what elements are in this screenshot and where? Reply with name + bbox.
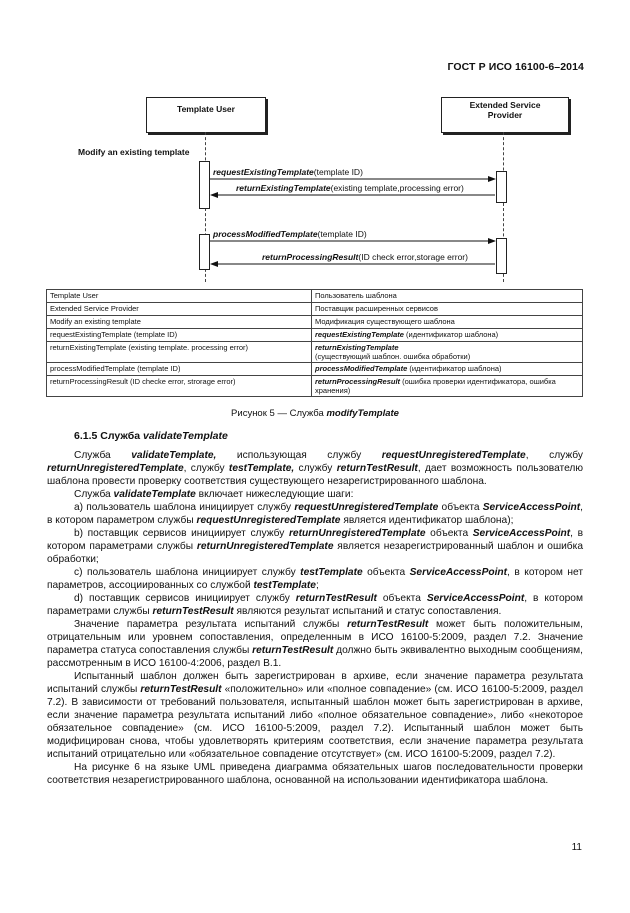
text-run: включает нижеследующие шаги: bbox=[195, 489, 354, 500]
msg4-name: returnProcessingResult bbox=[262, 252, 359, 262]
text-run: является незарегистрированный шаблон и ошибка обработки; bbox=[47, 541, 583, 565]
caption-prefix: Рисунок 5 — Служба bbox=[231, 408, 327, 419]
legend-ru-service: requestExistingTemplate bbox=[315, 330, 404, 339]
text-run: а) пользователь шаблона инициирует службу bbox=[74, 502, 295, 513]
text-run: , службу bbox=[525, 450, 583, 461]
service-name: requestUnregisteredTemplate bbox=[294, 502, 439, 513]
msg3-args: (template ID) bbox=[317, 229, 367, 239]
text-run: , в котором нет параметров, ассоциированных со службой bbox=[47, 567, 583, 591]
legend-row bbox=[47, 303, 583, 316]
service-name: ServiceAccessPoint bbox=[426, 593, 525, 604]
service-name: requestUnregisteredTemplate bbox=[381, 450, 526, 461]
msg-return-existing bbox=[236, 183, 464, 193]
text-run: , службу bbox=[183, 463, 229, 474]
caption-service: modifyTemplate bbox=[326, 408, 399, 419]
text-run: ; bbox=[315, 580, 319, 591]
service-name: testTemplate bbox=[300, 567, 363, 578]
service-name: returnTestResult bbox=[252, 645, 334, 656]
legend-ru-text: (идентификатор шаблона) bbox=[403, 330, 499, 339]
text-run: , дает возможность пользователю шаблона провести проверку соответствия существующего незарегистрированного шаблона. bbox=[47, 463, 584, 487]
actor-template-user-label: Template User bbox=[177, 104, 235, 114]
legend-ru-text: (ошибка проверки идентификатора, ошибка хранения) bbox=[315, 377, 556, 395]
service-name: validateTemplate, bbox=[131, 450, 217, 461]
text-run: «положительно» или «полное совпадение» (см. ИСО 16100-5:2009, раздел 7.2). В зависимости от требований пользователя, испытанный шаблон может быть зарегистрирован в архиве, если значение параметра результата испытаний либо «полное обязательное совпадение», либо «некоторое обязательное совпадение» (см. ИСО 16100-5:2009, раздел 7.2). Испытанный шаблон может быть модифицирован снова, чтобы удовлетворять критериям соответствия, если значение параметра результата испытаний отрицательно или «обязательное совпадение отсутствует» (см. ИСО 16100-5:2009, раздел 7.2). bbox=[47, 684, 584, 760]
msg3-name: processModifiedTemplate bbox=[213, 229, 318, 239]
text-run: объекта bbox=[376, 593, 427, 604]
paragraph bbox=[47, 566, 583, 592]
paragraph bbox=[47, 670, 583, 761]
text-run: , в котором параметрами службы bbox=[47, 528, 583, 552]
legend-ru-text: Пользователь шаблона bbox=[315, 291, 397, 300]
text-run: являются результат испытаний и статус сопоставления. bbox=[233, 606, 502, 617]
document-header: ГОСТ Р ИСО 16100-6–2014 bbox=[447, 61, 584, 73]
legend-row bbox=[47, 316, 583, 329]
text-run: объекта bbox=[438, 502, 483, 513]
legend-ru-text: (существующий шаблон. ошибка обработки) bbox=[315, 352, 471, 361]
legend-ru-text: Модификация существующего шаблона bbox=[315, 317, 455, 326]
section-service-name: validateTemplate bbox=[143, 430, 228, 442]
text-run: b) поставщик сервисов инициирует службу bbox=[74, 528, 289, 539]
legend-en: returnExistingTemplate (existing template. processing error) bbox=[47, 342, 312, 363]
legend-en: requestExistingTemplate (template ID) bbox=[47, 329, 312, 342]
service-name: returnUnregisteredTemplate bbox=[196, 541, 334, 552]
service-name: ServiceAccessPoint bbox=[409, 567, 508, 578]
service-name: ServiceAccessPoint bbox=[472, 528, 571, 539]
text-run: с) пользователь шаблона инициирует службу bbox=[74, 567, 301, 578]
paragraph bbox=[47, 618, 583, 670]
service-name: returnTestResult bbox=[152, 606, 234, 617]
service-name: validateTemplate bbox=[113, 489, 196, 500]
msg1-name: requestExistingTemplate bbox=[213, 167, 314, 177]
service-name: returnTestResult bbox=[347, 619, 429, 630]
page-number: 11 bbox=[571, 842, 582, 853]
service-name: returnUnregisteredTemplate bbox=[47, 463, 184, 474]
section-heading bbox=[74, 430, 228, 442]
legend-row bbox=[47, 363, 583, 376]
msg-return-processing bbox=[262, 252, 468, 262]
legend-en: processModifiedTemplate (template ID) bbox=[47, 363, 312, 376]
service-name: requestUnregisteredTemplate bbox=[196, 515, 341, 526]
text-run: d) поставщик сервисов инициирует службу bbox=[74, 593, 296, 604]
legend-ru-text: Поставщик расширенных сервисов bbox=[315, 304, 438, 313]
paragraph bbox=[47, 761, 583, 787]
paragraph bbox=[47, 592, 583, 618]
legend-row bbox=[47, 376, 583, 397]
legend-ru bbox=[312, 303, 583, 316]
msg4-args: (ID check error,storage error) bbox=[358, 252, 468, 262]
msg2-name: returnExistingTemplate bbox=[236, 183, 331, 193]
text-run: На рисунке 6 на языке UML приведена диаграмма обязательных шагов последовательности проверки соответствия незарегистрированного шаблона, основанной на использовании идентификатора шаблона. bbox=[47, 762, 583, 786]
paragraph bbox=[47, 488, 583, 501]
legend-ru bbox=[312, 290, 583, 303]
legend-en: Modify an existing template bbox=[47, 316, 312, 329]
legend-en: returnProcessingResult (ID checke error, strorage error) bbox=[47, 376, 312, 397]
actor-provider-label-line2: Provider bbox=[487, 110, 523, 120]
text-run: является идентификатор шаблона); bbox=[340, 515, 514, 526]
text-run: Служба bbox=[74, 489, 114, 500]
text-run: должно быть эквивалентно выходным сообщениям, рассмотренным в ИСО 16100-4:2006, раздел В.1. bbox=[47, 645, 583, 669]
figure-caption bbox=[0, 408, 630, 419]
legend-ru-service: processModifiedTemplate bbox=[315, 364, 408, 373]
actor-provider-label-line1: Extended Service bbox=[469, 100, 541, 110]
text-run: объекта bbox=[362, 567, 410, 578]
legend-table bbox=[46, 289, 583, 397]
service-name: returnTestResult bbox=[295, 593, 377, 604]
legend-ru bbox=[312, 363, 583, 376]
msg1-args: (template ID) bbox=[313, 167, 363, 177]
msg-process-modified bbox=[213, 229, 367, 239]
legend-ru-text: (идентификатор шаблона) bbox=[407, 364, 502, 373]
text-run: использующая службу bbox=[216, 450, 382, 461]
legend-row bbox=[47, 290, 583, 303]
text-run: Испытанный шаблон должен быть зарегистрирован в архиве, если значение параметра результата испытаний службы bbox=[47, 671, 583, 695]
legend-ru bbox=[312, 329, 583, 342]
service-name: returnTestResult bbox=[140, 684, 222, 695]
msg2-args: (existing template,processing error) bbox=[330, 183, 464, 193]
paragraph bbox=[47, 449, 583, 488]
msg-request-existing bbox=[213, 167, 363, 177]
text-run: Служба bbox=[74, 450, 132, 461]
legend-row bbox=[47, 329, 583, 342]
paragraph bbox=[47, 501, 583, 527]
legend-en: Template User bbox=[47, 290, 312, 303]
service-name: ServiceAccessPoint bbox=[482, 502, 581, 513]
scenario-note: Modify an existing template bbox=[78, 147, 190, 157]
text-run: , в котором параметром службы bbox=[47, 502, 583, 526]
legend-ru bbox=[312, 376, 583, 397]
service-name: returnUnregisteredTemplate bbox=[288, 528, 426, 539]
text-run: , в котором параметрами службы bbox=[47, 593, 583, 617]
service-name: testTemplate bbox=[253, 580, 316, 591]
body-text bbox=[47, 449, 583, 787]
service-name: testTemplate, bbox=[228, 463, 295, 474]
text-run: объекта bbox=[425, 528, 473, 539]
text-run: Значение параметра результата испытаний службы bbox=[74, 619, 348, 630]
legend-ru bbox=[312, 342, 583, 363]
section-number: 6.1.5 Служба bbox=[74, 430, 144, 442]
service-name: returnTestResult bbox=[336, 463, 418, 474]
legend-en: Extended Service Provider bbox=[47, 303, 312, 316]
legend-ru-service: returnExistingTemplate bbox=[315, 343, 399, 352]
legend-ru-service: returnProcessingResult bbox=[315, 377, 401, 386]
paragraph bbox=[47, 527, 583, 566]
text-run: службу bbox=[294, 463, 337, 474]
legend-row bbox=[47, 342, 583, 363]
text-run: может быть положительным, отрицательным или уровнем сопоставления, определенным в ИСО 16100-5:2009, раздел 7.2. Значение параметра статуса сопоставления службы bbox=[47, 619, 583, 656]
legend-ru bbox=[312, 316, 583, 329]
